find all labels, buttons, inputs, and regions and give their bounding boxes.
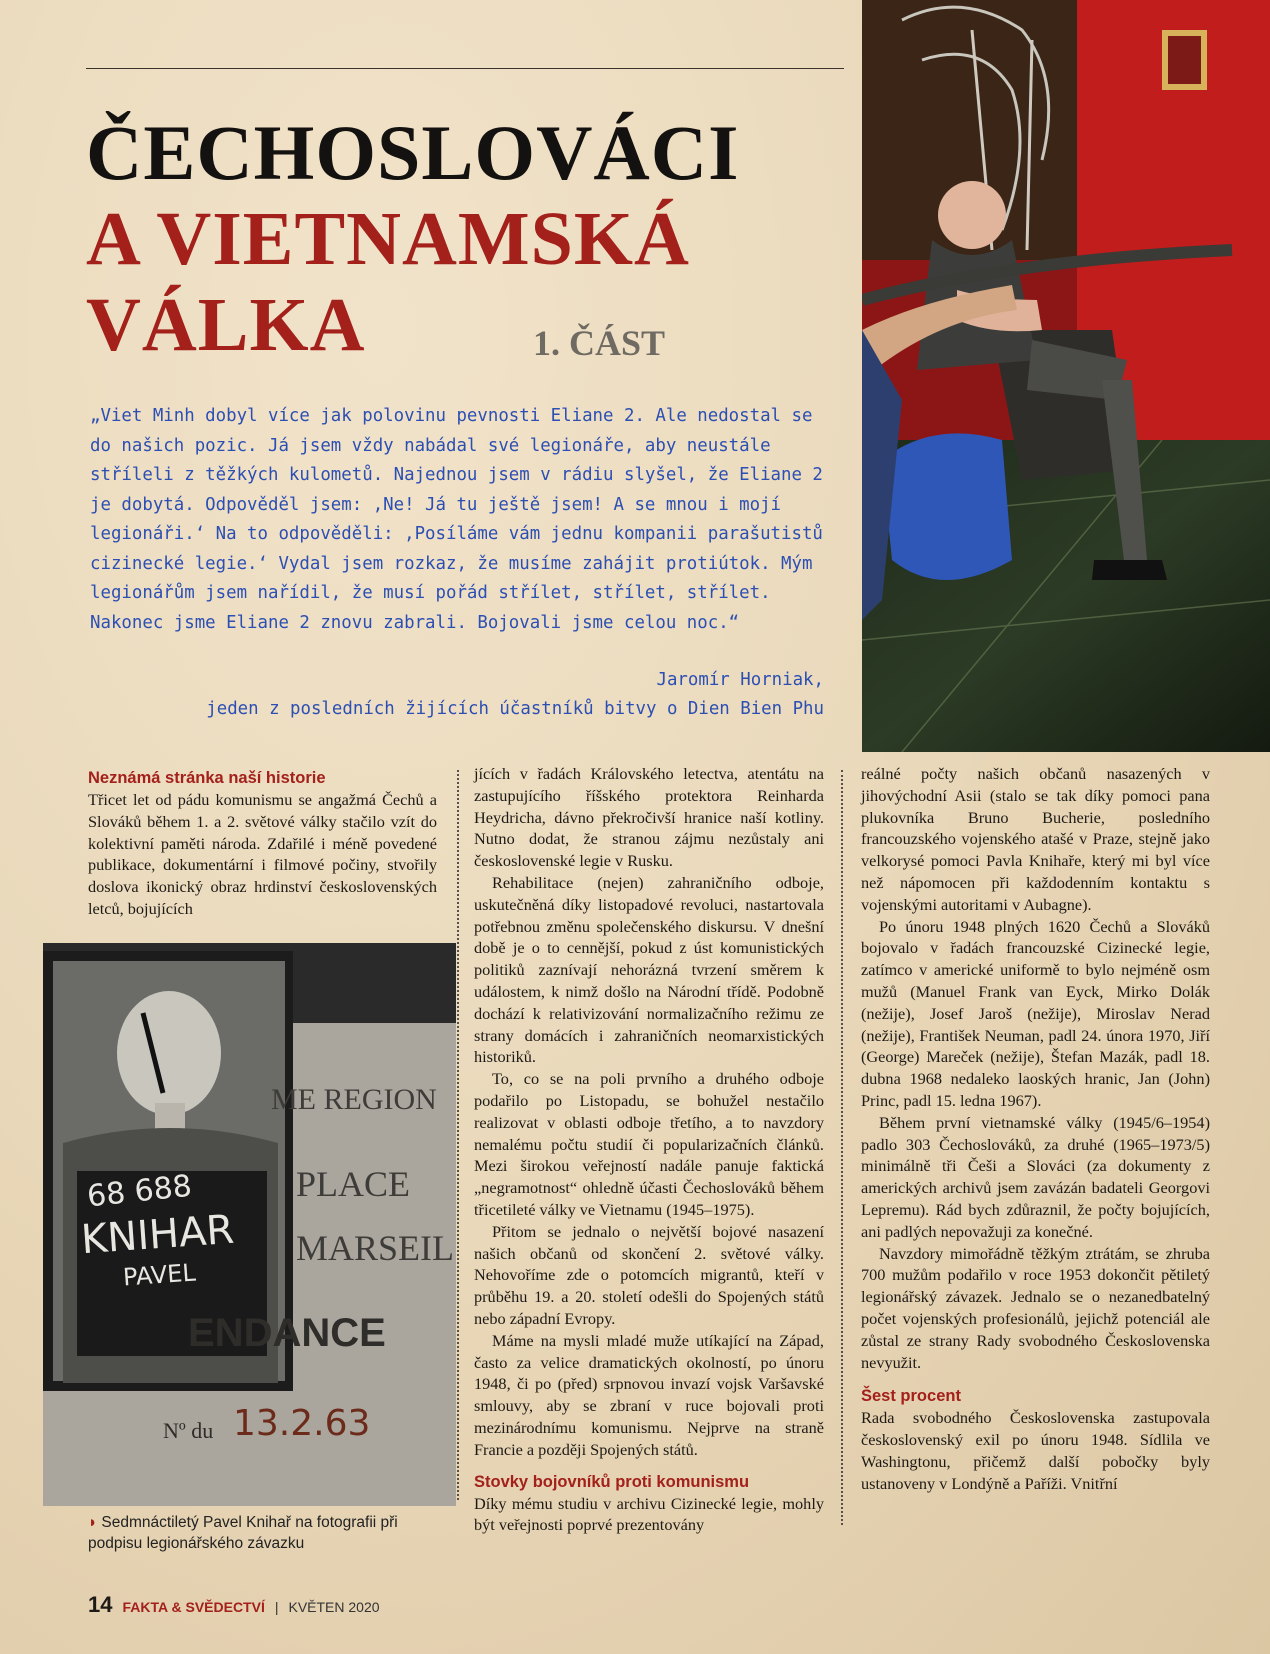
legion-document-photo	[43, 943, 456, 1506]
column-3	[861, 763, 1210, 1495]
column-divider	[841, 770, 843, 1525]
quote-author-description: jeden z posledních žijících účastníků bitvy o Dien Bien Phu	[206, 699, 824, 719]
document-text: ENDANCE	[188, 1311, 386, 1355]
column-divider	[457, 770, 459, 1500]
paragraph: Třicet let od pádu komunismu se angažmá Čechů a Slováků během 1. a 2. světové války stačilo vzít do kolektivní paměti národa. Zdařilé i méně povedené publikace, dokumentární i filmové počiny, stvořily doslova ikonický obraz hrdinství československých letců, bojujících	[88, 790, 437, 918]
caption-text: Sedmnáctiletý Pavel Knihař na fotografii při podpisu legionářského závazku	[88, 1514, 398, 1552]
paragraph: Máme na mysli mladé muže utíkající na Západ, často za velice dramatických okolností, po únoru 1948, či po (před) srpnovou invazí vojsk Varšavské smlouvy, aby se zbraní v ruce bojovali proti mezinárodnímu komunismu. Nejprve na straně Francie a později Spojených států.	[474, 1330, 824, 1459]
document-text: MARSEIL	[296, 1228, 455, 1268]
title-line-1: ČECHOSLOVÁCI	[86, 109, 740, 196]
column-2	[474, 763, 824, 1536]
paragraph: Navzdory mimořádně těžkým ztrátám, se zhruba 700 mužům podařilo v roce 1953 dokončit pětiletý legionářský závazek. Jednalo se o nezanedbatelný počet vojenských profesionálů, jejichž potenciál ale zůstal ze strany Rady svobodného Československa nevyužit.	[861, 1243, 1210, 1372]
paragraph: Rehabilitace (nejen) zahraničního odboje, uskutečněná díky listopadové revoluci, nastartovala potřebnou změnu společenského diskursu. V dnešní době je o to cennější, pokud z úst komunistických politiků zaznívají nehorázná tvrzení směrem k událostem, k nimž došlo na Národní třídě. Podobně dochází k relativizování normalizačního režimu ze strany domácích i zahraničních neomarxistických historiků.	[474, 872, 824, 1067]
document-text: PLACE	[296, 1164, 411, 1204]
subheading-six-percent: Šest procent	[861, 1387, 961, 1406]
paragraph: reálné počty našich občanů nasazených v jihovýchodní Asii (stalo se tak díky pomoci pana plukovníka Bruno Bucherie, posledního francouzského vojenského atašé v Praze, stejně jako velkorysé pomoci Pavla Knihaře, který mi byl více než nápomocen při každodenním kontaktu s vojenskými autoritami v Aubagne).	[861, 764, 1210, 914]
document-no-value: 13.2.63	[233, 1403, 371, 1444]
paragraph: Přitom se jednalo o největší bojové nasazení našich občanů od skončení 2. světové války. Nehovoříme zde o potomcích migrantů, kteří v průběhu 19. a 20. století odešli do Spojených států nebo západní Evropy.	[474, 1221, 824, 1328]
page-footer	[88, 1592, 380, 1618]
paragraph: Rada svobodného Československa zastupovala československý exil po únoru 1948. Sídlila ve Washingtonu, přičemž další pobočky byly ustanoveny v Londýně a Paříži. Vnitřní	[861, 1408, 1210, 1493]
veteran-photo-illustration	[862, 0, 1270, 752]
stamp-number: 68 688	[85, 1168, 194, 1215]
quote-attribution	[90, 666, 824, 724]
header-rule	[86, 68, 844, 69]
quote-author: Jaromír Horniak,	[656, 670, 824, 690]
part-label: 1. ČÁST	[533, 323, 666, 363]
page-number: 14	[88, 1592, 113, 1617]
title-line-3: VÁLKA	[86, 283, 366, 367]
title-line-2: A VIETNAMSKÁ	[86, 197, 690, 281]
veteran-photo	[862, 0, 1270, 752]
document-text: ME REGION	[271, 1083, 437, 1116]
stamp-name: PAVEL	[122, 1258, 197, 1292]
subheading-unknown-history: Neznámá stránka naší historie	[88, 769, 326, 787]
subheading-hundreds-of-fighters: Stovky bojovníků proti komunismu	[474, 1472, 750, 1491]
paragraph: To, co se na poli prvního a druhého odboje podařilo po Listopadu, se bohužel nestačilo realizovat v oblasti odboje třetího, a to navzdory nemalému počtu studií či popularizačních článků. Mezi širokou veřejností nadále panuje faktická „negramotnost“ ohledně účasti Čechoslováků během třicetileté války ve Vietnamu (1945–1975).	[474, 1069, 824, 1219]
photo-caption	[88, 1512, 448, 1554]
caption-bullet-icon: ◗	[88, 1514, 98, 1531]
paragraph: Díky mému studiu v archivu Cizinecké legie, mohly být veřejnosti poprvé prezentovány	[474, 1493, 824, 1535]
paragraph: Během první vietnamské války (1945/6–1954) padlo 303 Čechoslováků, za druhé (1965–1973/5) minimálně tři Češi a Slováci (za dokumenty z amerických archivů jsem zavázán badateli Georgovi Lepremu). Rád bych zdůraznil, že počty bojujících, ani padlých nepovažuji za konečné.	[861, 1112, 1210, 1241]
magazine-name: FAKTA & SVĚDECTVÍ	[122, 1599, 265, 1615]
document-no-label: Nº du	[163, 1418, 214, 1443]
paragraph: Po únoru 1948 plných 1620 Čechů a Slováků bojovalo v řadách francouzské Cizinecké legie, zatímco v americké uniformě to bylo nejméně osm mužů (Manuel Frank van Eyck, Mirko Dolák (nežije), Josef Jaroš (nežije), Miroslav Nerad (nežije), František Neuman, padl 24. února 1970, Jiří (George) Mareček (nežije), Štefan Mazák, padl 18. dubna 1968 nedaleko laoských hranic, Jan (John) Princ, padl 15. ledna 1967).	[861, 916, 1210, 1110]
stamp-surname: KNIHAR	[79, 1206, 236, 1264]
paragraph: jících v řadách Královského letectva, atentátu na zastupujícího říšského protektora Reinharda Heydricha, dávno překročivší hranice naší kotliny. Nutno dodat, že stranou zájmu nezůstaly ani československé legie v Rusku.	[474, 764, 824, 871]
issue-date: KVĚTEN 2020	[288, 1599, 380, 1615]
footer-separator: |	[274, 1599, 279, 1615]
pull-quote: „Viet Minh dobyl více jak polovinu pevnosti Eliane 2. Ale nedostal se do našich pozic. Já jsem vždy nabádal své legionáře, aby neustále stříleli z těžkých kulometů. Najednou jsem v rádiu slyšel, že Eliane 2 je dobytá. Odpověděl jsem: ‚Ne! Já tu ještě jsem! A se mnou i mojí legionáři.‘ Na to odpověděli: ‚Posíláme vám jednu kompanii parašutistů cizinecké legie.‘ Vydal jsem rozkaz, že musíme zahájit protiútok. Mým legionářům jsem nařídil, že musí pořád střílet, střílet, střílet. Nakonec jsme Eliane 2 znovu zabrali. Bojovali jsme celou noc.“	[90, 406, 823, 633]
column-1	[88, 767, 437, 920]
